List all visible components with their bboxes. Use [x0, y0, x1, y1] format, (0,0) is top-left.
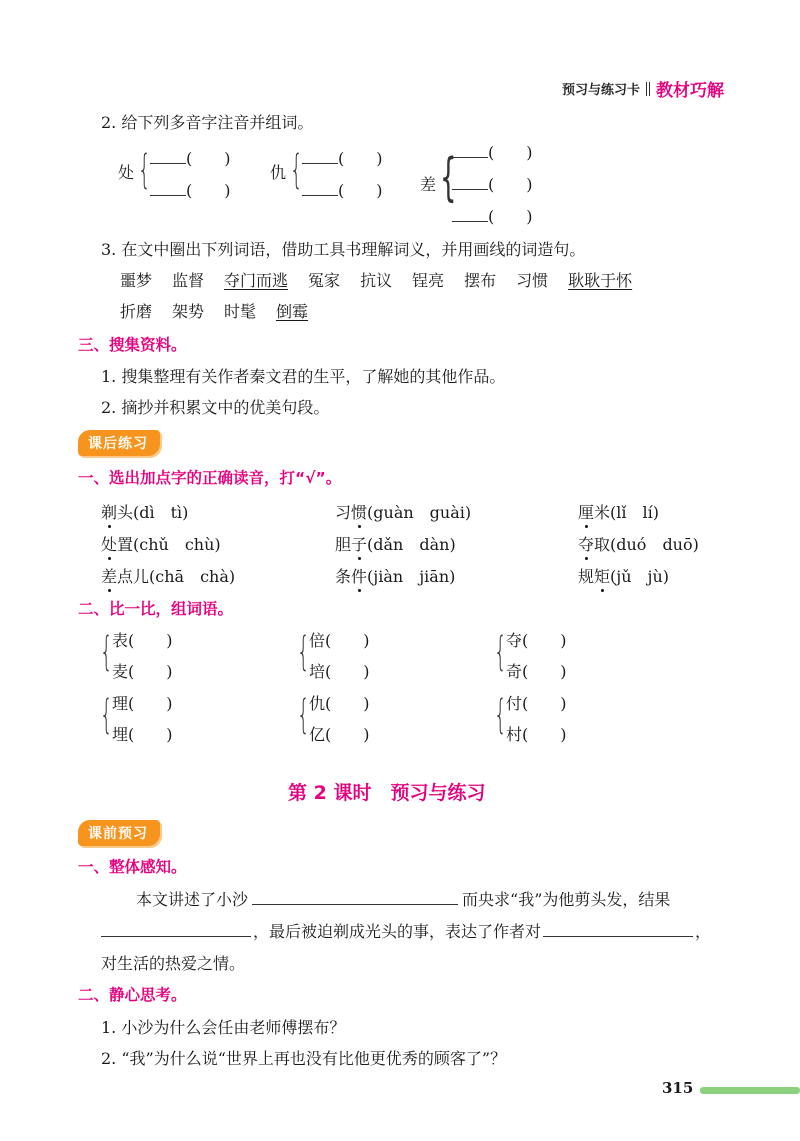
lesson-title: 第 2 课时 预习与练习: [288, 782, 486, 804]
brace-icon: {: [297, 629, 310, 675]
word: 锃亮: [412, 271, 445, 290]
section-title: 三、搜集资料。: [78, 336, 187, 354]
header-left-text: 预习与练习卡: [561, 83, 640, 98]
answer-row[interactable]: ( ): [150, 146, 231, 169]
compare-item: 培( ): [309, 662, 370, 681]
section-badge: 课前预习: [78, 820, 160, 846]
compare-item: 夺( ): [506, 631, 567, 650]
list-item: 2. “我”为什么说“世界上再也没有比他更优秀的顾客了”？: [101, 1049, 507, 1068]
compare-item: 仇( ): [309, 694, 370, 713]
compare-item: 奇( ): [506, 662, 567, 681]
polyphone-group-2: [270, 160, 286, 183]
word-underlined: 耿耿于怀: [568, 271, 633, 290]
section-title: 二、静心思考。: [78, 986, 187, 1004]
word: 抗议: [360, 271, 393, 290]
brace-icon: {: [138, 147, 151, 193]
fill-paragraph-line-1: 本文讲述了小沙 而央求“我”为他剪头发，结果: [136, 890, 671, 909]
brace-icon: {: [494, 692, 507, 738]
brace-icon: {: [494, 629, 507, 675]
word: 监督: [172, 271, 205, 290]
brace-icon: {: [440, 148, 457, 208]
fill-blank[interactable]: [101, 922, 251, 937]
dotted-char: 惯: [351, 500, 367, 523]
dotted-char: 矩: [594, 564, 610, 587]
polyphone-group-3: [420, 172, 436, 195]
word-row-1: [120, 268, 632, 291]
reading-item: 规矩(jǔ jù): [578, 564, 669, 587]
word-underlined: 夺门而逃: [224, 271, 289, 290]
word: 折磨: [120, 302, 153, 321]
section-badge: 课后练习: [78, 430, 160, 456]
answer-row[interactable]: ( ): [302, 178, 383, 201]
reading-item: 处置(chǔ chù): [101, 532, 221, 555]
answer-row[interactable]: ( ): [452, 204, 533, 227]
page-number: 315: [662, 1079, 694, 1097]
compare-item: 付( ): [506, 694, 567, 713]
compare-item: 表( ): [112, 631, 173, 650]
word: 冤家: [308, 271, 341, 290]
compare-item: 村( ): [506, 725, 567, 744]
word: 摆布: [464, 271, 497, 290]
section-title: 一、整体感知。: [78, 858, 187, 876]
word-row-2: [120, 299, 308, 322]
compare-item: 麦( ): [112, 662, 173, 681]
dotted-char: 厘: [578, 500, 594, 523]
dotted-char: 夺: [578, 532, 594, 555]
answer-row[interactable]: ( ): [150, 178, 231, 201]
polyphone-group-1: [118, 160, 134, 183]
compare-item: 倍( ): [309, 631, 370, 650]
dotted-char: 处: [101, 532, 117, 555]
brace-icon: {: [290, 147, 303, 193]
word: 噩梦: [120, 271, 153, 290]
page-header: [562, 76, 724, 101]
dotted-char: 差: [101, 564, 117, 587]
list-item: 2. 摘抄并积累文中的优美句段。: [101, 398, 330, 417]
reading-item: 剃头(dì tì): [101, 500, 188, 523]
list-item: 1. 小沙为什么会任由老师傅摆布？: [101, 1018, 346, 1037]
word: 习惯: [516, 271, 549, 290]
word: 时髦: [224, 302, 257, 321]
reading-item: 夺取(duó duō): [578, 532, 699, 555]
reading-item: 差点儿(chā chà): [101, 564, 235, 587]
answer-row[interactable]: ( ): [302, 146, 383, 169]
section-title: 二、比一比，组词语。: [78, 600, 234, 618]
word-underlined: 倒霉: [276, 302, 309, 321]
reading-item: 习惯(guàn guài): [335, 500, 471, 523]
fill-paragraph-line-3: 对生活的热爱之情。: [101, 954, 246, 973]
polyphone-char: 差: [420, 175, 437, 194]
compare-item: 亿( ): [309, 725, 370, 744]
section-title: 一、选出加点字的正确读音，打“√”。: [78, 469, 342, 487]
dotted-char: 子: [351, 532, 367, 555]
brace-icon: {: [100, 629, 113, 675]
word: 架势: [172, 302, 205, 321]
brace-icon: {: [297, 692, 310, 738]
q3-title: 3. 在文中圈出下列词语，借助工具书理解词义，并用画线的词造句。: [101, 240, 586, 259]
polyphone-char: 仇: [270, 163, 287, 182]
dotted-char: 剃: [101, 500, 117, 523]
list-item: 1. 搜集整理有关作者秦文君的生平，了解她的其他作品。: [101, 367, 506, 386]
header-divider: [646, 82, 650, 96]
compare-item: 埋( ): [112, 725, 173, 744]
reading-item: 胆子(dǎn dàn): [335, 532, 456, 555]
fill-paragraph-line-2: ，最后被迫剃成光头的事，表达了作者对 ，: [101, 919, 711, 942]
reading-item: 厘米(lǐ lí): [578, 500, 659, 523]
brace-icon: {: [100, 692, 113, 738]
dotted-char: 件: [351, 564, 367, 587]
answer-row[interactable]: ( ): [452, 172, 533, 195]
answer-row[interactable]: ( ): [452, 140, 533, 163]
compare-item: 理( ): [112, 694, 173, 713]
q2-title: 2. 给下列多音字注音并组词。: [101, 113, 314, 132]
page-bar-decoration: [700, 1087, 800, 1094]
polyphone-char: 处: [118, 163, 135, 182]
fill-blank[interactable]: [252, 890, 458, 905]
header-right-text: 教材巧解: [656, 81, 724, 101]
reading-item: 条件(jiàn jiān): [335, 564, 455, 587]
fill-blank[interactable]: [543, 922, 693, 937]
